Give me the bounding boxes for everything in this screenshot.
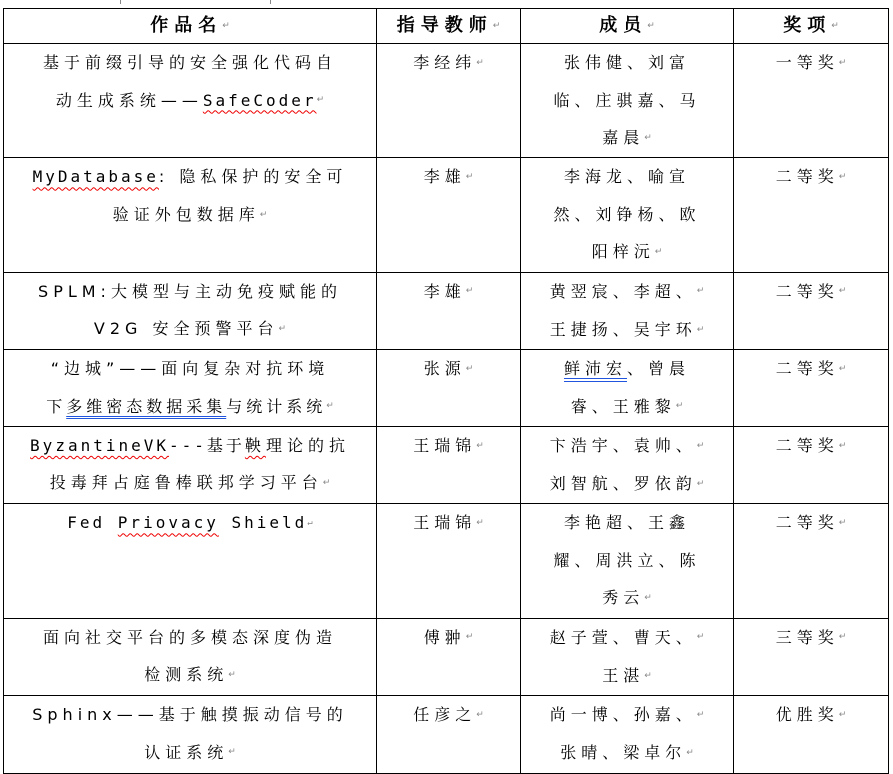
work-line: V2G 安全预警平台 ↵ bbox=[4, 310, 376, 348]
work-cell bbox=[4, 350, 377, 427]
members-line: 赵子萱、曹天、 ↵ bbox=[521, 619, 733, 657]
work-line: 检测系统 ↵ bbox=[4, 656, 376, 694]
members-line: 李海龙、喻宣 bbox=[563, 167, 690, 187]
members-cell bbox=[521, 158, 734, 272]
table-row bbox=[4, 158, 889, 272]
members-line: 然、刘铮杨、欧 bbox=[553, 204, 701, 224]
table-row bbox=[4, 426, 889, 504]
members-line: 王湛 ↵ bbox=[521, 657, 733, 695]
work-text-marked: 鞅 bbox=[244, 435, 266, 455]
advisor-cell: 李雄 ↵ bbox=[377, 158, 521, 272]
advisor-cell: 李雄 ↵ bbox=[377, 272, 521, 350]
work-cell bbox=[4, 696, 377, 774]
members-line: 黄翌宸、李超、 ↵ bbox=[521, 273, 733, 311]
work-text: 动生成系统—— bbox=[55, 90, 203, 110]
work-line: 验证外包数据库 ↵ bbox=[4, 196, 376, 234]
table-row bbox=[4, 618, 889, 696]
header-award: 奖项 ↵ bbox=[734, 9, 889, 44]
work-text-latin: MyDatabase bbox=[32, 167, 159, 187]
work-cell bbox=[4, 44, 377, 158]
members-line: 阳梓沅 ↵ bbox=[521, 233, 733, 271]
work-text: ---基于 bbox=[169, 435, 245, 455]
work-line: SPLM:大模型与主动免疫赋能的 bbox=[38, 281, 342, 301]
work-cell bbox=[4, 272, 377, 350]
table-row bbox=[4, 504, 889, 618]
work-text: Fed bbox=[67, 513, 118, 533]
work-cell bbox=[4, 504, 377, 618]
table-row bbox=[4, 272, 889, 350]
members-line: 临、庄骐嘉、马 bbox=[553, 90, 701, 110]
ruler-marks bbox=[0, 0, 893, 8]
table-row bbox=[4, 44, 889, 158]
members-cell bbox=[521, 272, 734, 350]
members-cell bbox=[521, 696, 734, 774]
advisor-cell: 任彦之 ↵ bbox=[377, 696, 521, 774]
award-cell: 二等奖 ↵ bbox=[734, 350, 889, 427]
advisor-cell: 王瑞锦 ↵ bbox=[377, 426, 521, 504]
header-row bbox=[4, 9, 889, 44]
work-line bbox=[4, 82, 376, 120]
award-cell: 三等奖 ↵ bbox=[734, 618, 889, 696]
work-text-marked: Priovacy bbox=[117, 513, 219, 533]
work-line: 面向社交平台的多模态深度伪造 bbox=[42, 627, 337, 647]
work-cell bbox=[4, 158, 377, 272]
members-line: 李艳超、王鑫 bbox=[563, 513, 690, 533]
advisor-cell: 李经纬 ↵ bbox=[377, 44, 521, 158]
members-cell bbox=[521, 504, 734, 618]
work-line: 基于前缀引导的安全强化代码自 bbox=[42, 53, 337, 72]
work-line bbox=[4, 388, 376, 426]
work-text: 与统计系统 bbox=[226, 396, 327, 416]
award-cell: 二等奖 ↵ bbox=[734, 158, 889, 272]
members-line: 王捷扬、吴宇环 ↵ bbox=[521, 311, 733, 349]
advisor-cell: 王瑞锦 ↵ bbox=[377, 504, 521, 618]
work-line: 认证系统 ↵ bbox=[4, 734, 376, 772]
advisor-cell: 张源 ↵ bbox=[377, 350, 521, 427]
members-text-marked: 鲜沛宏 bbox=[563, 359, 627, 378]
work-line bbox=[4, 504, 376, 542]
work-line bbox=[4, 158, 376, 196]
members-line: 耀、周洪立、陈 bbox=[553, 550, 701, 570]
members-line: 尚一博、孙嘉、 ↵ bbox=[521, 696, 733, 734]
members-cell bbox=[521, 426, 734, 504]
advisor-cell: 傅翀 ↵ bbox=[377, 618, 521, 696]
work-text: : 隐私保护的安全可 bbox=[158, 167, 348, 187]
work-line: 投毒拜占庭鲁棒联邦学习平台 ↵ bbox=[4, 464, 376, 502]
award-cell: 优胜奖 ↵ bbox=[734, 696, 889, 774]
header-advisor: 指导教师 ↵ bbox=[377, 9, 521, 44]
work-cell bbox=[4, 618, 377, 696]
header-members: 成员 ↵ bbox=[521, 9, 734, 44]
table-row bbox=[4, 696, 889, 774]
members-line: 睿、王雅黎 ↵ bbox=[521, 388, 733, 426]
award-cell: 二等奖 ↵ bbox=[734, 504, 889, 618]
award-cell: 二等奖 ↵ bbox=[734, 426, 889, 504]
work-line bbox=[4, 427, 376, 465]
members-line: 张晴、梁卓尔 ↵ bbox=[521, 734, 733, 772]
work-line: Sphinx——基于触摸振动信号的 bbox=[32, 705, 348, 724]
award-cell: 二等奖 ↵ bbox=[734, 272, 889, 350]
members-line: 嘉晨 ↵ bbox=[521, 119, 733, 157]
members-cell bbox=[521, 618, 734, 696]
work-line: “边城”——面向复杂对抗环境 bbox=[50, 359, 330, 378]
members-text: 、曾晨 bbox=[627, 359, 691, 378]
work-text: 理论的抗 bbox=[265, 435, 350, 455]
work-text-marked: 多维密态数据采集 bbox=[66, 396, 227, 416]
members-line: 卞浩宇、袁帅、 ↵ bbox=[521, 427, 733, 465]
members-cell bbox=[521, 350, 734, 427]
members-cell bbox=[521, 44, 734, 158]
members-line bbox=[521, 350, 733, 388]
awards-table bbox=[3, 8, 889, 774]
work-text: 下 bbox=[46, 396, 67, 416]
table-row bbox=[4, 350, 889, 427]
work-text-latin: SafeCoder bbox=[202, 90, 317, 110]
members-line: 张伟健、刘富 bbox=[563, 53, 690, 72]
work-text-latin: ByzantineVK bbox=[30, 435, 170, 455]
award-cell: 一等奖 ↵ bbox=[734, 44, 889, 158]
header-work: 作品名 ↵ bbox=[4, 9, 377, 44]
work-cell bbox=[4, 426, 377, 504]
work-text: Shield bbox=[218, 513, 308, 533]
members-line: 秀云 ↵ bbox=[521, 579, 733, 617]
members-line: 刘智航、罗依韵 ↵ bbox=[521, 465, 733, 503]
